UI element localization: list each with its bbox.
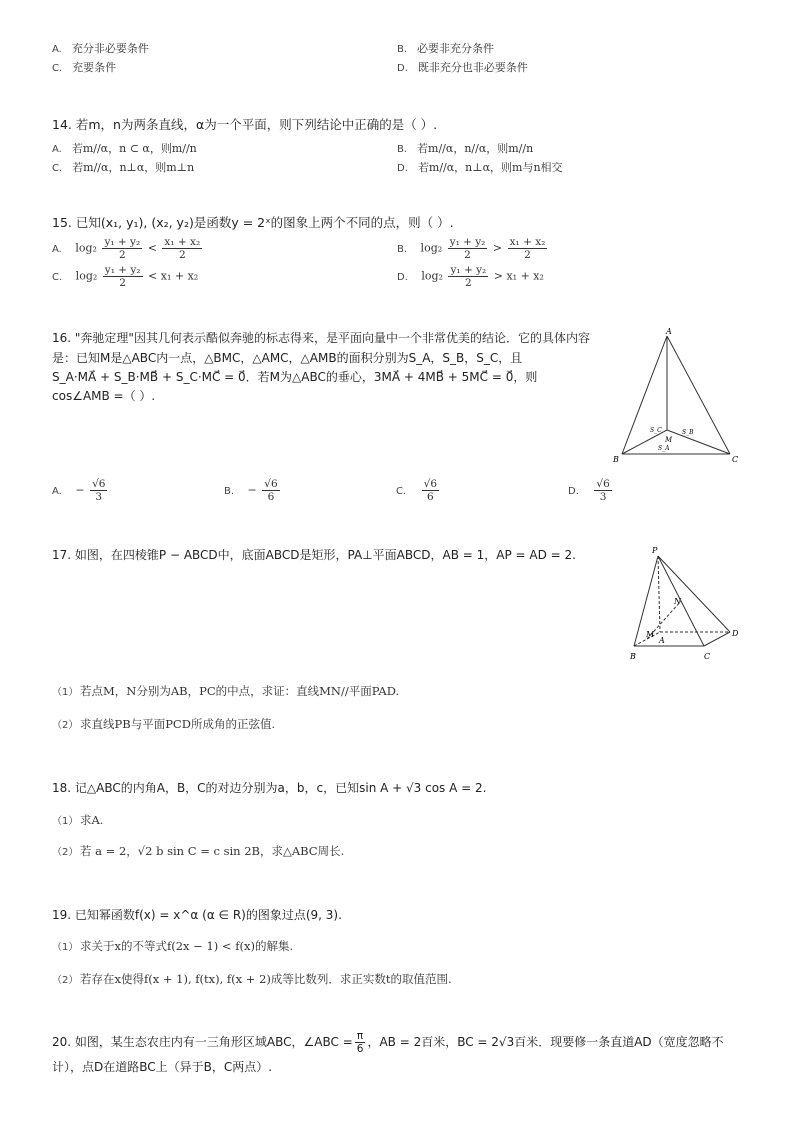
q18-part-1 bbox=[52, 812, 103, 828]
label-b: B bbox=[613, 455, 619, 464]
label-b: B bbox=[630, 652, 636, 661]
q17-stem: 17. 如图，在四棱锥P − ABCD中，底面ABCD是矩形，PA⊥平面ABCD，AB = 1，AP = AD = 2. bbox=[52, 548, 576, 562]
part-label: （1） bbox=[52, 942, 79, 953]
label-c: C bbox=[732, 455, 739, 464]
fraction bbox=[508, 236, 548, 261]
fraction bbox=[102, 236, 142, 261]
part-text: 若点M，N分别为AB，PC的中点，求证：直线MN//平面PAD. bbox=[80, 684, 400, 698]
fraction bbox=[422, 478, 439, 503]
part-label: （2） bbox=[52, 720, 79, 731]
fraction bbox=[262, 478, 279, 503]
q19-stem: 19. 已知幂函数f(x) = x^α (α ∈ R)的图象过点(9, 3). bbox=[52, 908, 342, 922]
q17-figure bbox=[624, 542, 749, 671]
option-label: A. bbox=[52, 243, 62, 255]
part-label: （1） bbox=[52, 687, 79, 698]
q13-option-c bbox=[52, 59, 116, 75]
option-text: 必要非充分条件 bbox=[417, 42, 495, 55]
log-term: log₂ bbox=[421, 269, 443, 283]
label-p: P bbox=[652, 546, 658, 555]
part-text: 求关于x的不等式f(2x − 1) < f(x)的解集. bbox=[80, 939, 294, 953]
option-text: 若m//α，n⊥α，则m与n相交 bbox=[417, 161, 563, 174]
sign: − bbox=[75, 483, 85, 497]
denominator: 2 bbox=[465, 277, 472, 289]
numerator: √6 bbox=[596, 478, 610, 490]
q14-stem: 14. 若m，n为两条直线，α为一个平面，则下列结论中正确的是（ ）. bbox=[52, 117, 438, 132]
numerator: x₁ + x₂ bbox=[509, 236, 546, 248]
fraction bbox=[448, 236, 488, 261]
q19-part-1 bbox=[52, 938, 293, 954]
numerator: y₁ + y₂ bbox=[104, 264, 141, 276]
denominator: 3 bbox=[95, 491, 103, 503]
edge-ab bbox=[622, 336, 667, 454]
option-text: 充分非必要条件 bbox=[71, 42, 149, 55]
option-label: B. bbox=[397, 144, 408, 155]
edge-pd bbox=[658, 556, 730, 632]
denominator: 6 bbox=[356, 1043, 364, 1055]
q18-part-2 bbox=[52, 843, 344, 859]
q14-option-a bbox=[52, 140, 197, 156]
relation: > bbox=[492, 241, 503, 255]
q16-option-c bbox=[396, 478, 441, 503]
q15-stem: 15. 已知(x₁, y₁), (x₂, y₂)是函数y = 2ˣ的图象上两个不同的点，则（ ）. bbox=[52, 215, 454, 230]
option-label: A. bbox=[52, 144, 62, 155]
fraction bbox=[594, 478, 611, 503]
sign: − bbox=[247, 483, 257, 497]
q15-option-a bbox=[52, 236, 204, 261]
q14-option-c bbox=[52, 159, 194, 175]
label-sb: S_B bbox=[682, 429, 694, 436]
numerator: √6 bbox=[92, 478, 106, 490]
denominator: 3 bbox=[599, 491, 607, 503]
part-text: 若存在x使得f(x + 1), f(tx), f(x + 2)成等比数列．求正实数t的取值范围. bbox=[80, 972, 452, 986]
rhs: x₁ + x₂ bbox=[160, 269, 199, 283]
label-sc: S_C bbox=[650, 427, 662, 434]
label-a: A bbox=[666, 327, 672, 336]
label-n: N bbox=[674, 597, 681, 606]
part-label: （1） bbox=[52, 816, 79, 827]
option-label: C. bbox=[396, 485, 407, 497]
label-sa: S_A bbox=[658, 445, 670, 452]
denominator: 2 bbox=[118, 249, 126, 261]
option-label: D. bbox=[397, 271, 408, 283]
fraction bbox=[448, 264, 488, 289]
option-label: B. bbox=[397, 243, 408, 255]
option-text: 既非充分也非必要条件 bbox=[417, 61, 528, 74]
option-label: D. bbox=[397, 163, 408, 174]
q14-option-b bbox=[397, 140, 533, 156]
relation: < bbox=[148, 269, 158, 283]
edge-ac bbox=[667, 336, 730, 454]
q16-option-b bbox=[224, 478, 282, 503]
q13-option-d bbox=[397, 59, 528, 75]
q16-line2: 是：已知M是△ABC内一点，△BMC，△AMC，△AMB的面积分别为S_A，S_B，S_C，且 bbox=[52, 351, 523, 365]
q16-option-a bbox=[52, 478, 109, 503]
q13-option-a bbox=[52, 40, 149, 56]
label-c: C bbox=[704, 652, 711, 661]
option-label: C. bbox=[52, 271, 63, 283]
q17-part-2 bbox=[52, 716, 275, 732]
log-term: log₂ bbox=[75, 241, 97, 255]
option-text: 充要条件 bbox=[72, 61, 117, 74]
fraction bbox=[162, 236, 202, 261]
rhs: x₁ + x₂ bbox=[506, 269, 544, 283]
q16-figure bbox=[610, 324, 745, 468]
numerator: y₁ + y₂ bbox=[449, 236, 486, 248]
log-term: log₂ bbox=[75, 269, 98, 283]
q15-option-b bbox=[397, 236, 549, 261]
q16-line1: 16. "奔驰定理"因其几何表示酷似奔驰的标志得来，是平面向量中一个非常优美的结论．它的具体内容 bbox=[52, 331, 590, 345]
q16-line3: S_A·MA⃗ + S_B·MB⃗ + S_C·MC⃗ = 0⃗．若M为△ABC的垂心，3MA⃗ + 4MB⃗ + 5MC⃗ = 0⃗，则 bbox=[52, 370, 538, 384]
option-label: A. bbox=[52, 485, 62, 497]
option-label: B. bbox=[397, 44, 408, 55]
denominator: 2 bbox=[464, 249, 471, 261]
q16-option-d bbox=[568, 478, 614, 503]
fraction bbox=[90, 478, 107, 503]
denominator: 2 bbox=[524, 249, 531, 261]
q15-option-d bbox=[397, 264, 544, 289]
numerator: π bbox=[356, 1030, 364, 1042]
numerator: √6 bbox=[423, 478, 438, 490]
denominator: 2 bbox=[178, 249, 186, 261]
edge-cd bbox=[704, 632, 730, 646]
option-label: B. bbox=[224, 485, 235, 497]
label-m: M bbox=[646, 630, 655, 639]
option-text: 若m//α，n ⊂ α，则m//n bbox=[71, 142, 197, 155]
fraction bbox=[103, 264, 143, 289]
q20-line1 bbox=[52, 1030, 724, 1055]
part-label: （2） bbox=[52, 847, 79, 858]
label-m: M bbox=[665, 436, 673, 444]
option-label: D. bbox=[568, 485, 579, 497]
part-label: （2） bbox=[52, 975, 79, 986]
label-a: A bbox=[659, 636, 665, 645]
part-text: 求直线PB与平面PCD所成角的正弦值. bbox=[80, 717, 276, 731]
q18-stem: 18. 记△ABC的内角A，B，C的对边分别为a，b，c，已知sin A + √3 cos A = 2. bbox=[52, 781, 487, 795]
q13-option-b bbox=[397, 40, 494, 56]
q20-line2: 计），点D在道路BC上（异于B，C两点）. bbox=[52, 1060, 273, 1074]
label-d: D bbox=[732, 629, 739, 638]
option-text: 若m//α，n//α，则m//n bbox=[417, 142, 534, 155]
option-label: D. bbox=[397, 63, 408, 74]
q16-line4: cos∠AMB =（ ）. bbox=[52, 389, 156, 403]
option-label: C. bbox=[52, 163, 63, 174]
denominator: 6 bbox=[427, 491, 434, 503]
numerator: y₁ + y₂ bbox=[450, 264, 487, 276]
log-term: log₂ bbox=[420, 241, 443, 255]
q17-part-1 bbox=[52, 683, 399, 699]
numerator: x₁ + x₂ bbox=[164, 236, 201, 248]
part-text: 求A. bbox=[80, 813, 104, 827]
q20-text-b: ，AB = 2百米，BC = 2√3百米．现要修一条直道AD（宽度忽略不 bbox=[367, 1035, 724, 1049]
q14-option-d bbox=[397, 159, 563, 175]
angle-fraction bbox=[355, 1030, 366, 1055]
q20-text-a: 20. 如图，某生态农庄内有一三角形区域ABC，∠ABC = bbox=[52, 1035, 353, 1049]
option-label: A. bbox=[52, 44, 62, 55]
denominator: 2 bbox=[119, 277, 126, 289]
q15-option-c bbox=[52, 264, 198, 289]
segment-cm bbox=[667, 430, 730, 454]
option-label: C. bbox=[52, 63, 63, 74]
edge-pa-hidden bbox=[658, 556, 660, 632]
relation: > bbox=[493, 269, 503, 283]
numerator: y₁ + y₂ bbox=[104, 236, 141, 248]
part-text: 若 a = 2，√2 b sin C = c sin 2B，求△ABC周长. bbox=[80, 844, 345, 858]
denominator: 6 bbox=[267, 491, 275, 503]
option-text: 若m//α，n⊥α，则m⊥n bbox=[72, 161, 195, 174]
q19-part-2 bbox=[52, 971, 452, 987]
relation: < bbox=[147, 241, 157, 255]
numerator: √6 bbox=[264, 478, 278, 490]
